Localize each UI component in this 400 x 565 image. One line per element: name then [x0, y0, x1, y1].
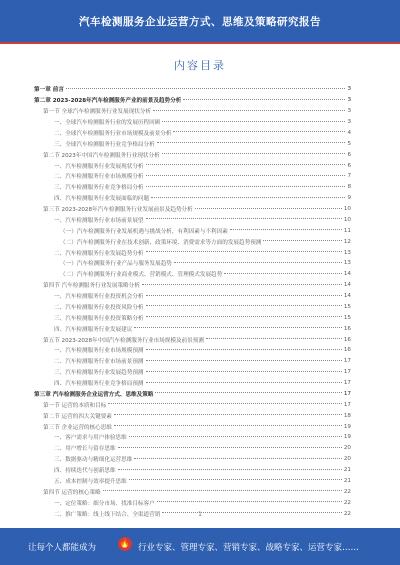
toc-entry[interactable]	[34, 497, 351, 508]
toc-leader-dots	[230, 229, 342, 230]
toc-entry-page: 14	[343, 271, 351, 278]
toc-entry-title: 一、汽车检测服务行业市场规模预测	[54, 348, 144, 355]
report-title: 汽车检测服务企业运营方式、思维及策略研究报告	[79, 16, 321, 28]
toc-entry-title: （一）汽车检测服务行业产品与服务发展趋势	[60, 261, 172, 268]
toc-leader-dots	[151, 197, 345, 198]
toc-leader-dots	[146, 371, 342, 372]
toc-entry-page: 3	[347, 108, 351, 115]
toc-entry[interactable]	[34, 410, 351, 421]
toc-entry-title: 四、汽车检测服务行业发展面临的问题	[54, 196, 150, 203]
toc-entry[interactable]	[34, 476, 351, 487]
toc-entry[interactable]	[34, 421, 351, 432]
toc-entry-page: 10	[343, 216, 351, 223]
toc-leader-dots	[146, 186, 346, 187]
toc-entry-title: 第二节 运营的四大关键要素	[43, 413, 112, 420]
toc-entry[interactable]	[34, 399, 351, 410]
toc-leader-dots	[224, 273, 342, 274]
toc-entry-page: 17	[343, 390, 351, 397]
toc-entry-page: 19	[343, 423, 351, 430]
toc-entry[interactable]	[34, 312, 351, 323]
toc-entry-title: 二、汽车检测服务行业市场前景预测	[54, 359, 144, 366]
toc-entry[interactable]	[34, 182, 351, 193]
toc-entry-title: 一、定位策略：细分市场、找准目标客户	[54, 500, 155, 507]
toc-entry-title: 二、用户增长与留存思维	[54, 446, 116, 453]
toc-entry-title: 第三节 企业运营的核心思维	[43, 424, 112, 431]
toc-leader-dots	[129, 436, 342, 437]
toc-entry-title: 一、汽车检测服务行业投资机会分析	[54, 294, 144, 301]
toc-leader-dots	[103, 490, 342, 491]
toc-entry-page: 17	[343, 358, 351, 365]
toc-entry[interactable]	[34, 225, 351, 236]
toc-entry-page: 14	[343, 293, 351, 300]
toc-entry-title: 三、汽车检测服务行业竞争格局分析	[54, 185, 144, 192]
toc-entry-title: 二、汽车检测服务行业市场规模分析	[54, 174, 144, 181]
toc-entry[interactable]	[34, 171, 351, 182]
toc-entry-title: 第四节 汽车检测服务行业发展策略分析	[43, 283, 140, 290]
toc-entry-page: 8	[347, 184, 351, 191]
toc-entry-page: 21	[343, 467, 351, 474]
toc-leader-dots	[146, 360, 342, 361]
toc-entry[interactable]	[34, 443, 351, 454]
toc-entry-page: 17	[343, 380, 351, 387]
toc-entry[interactable]	[34, 269, 351, 280]
toc-leader-dots	[146, 382, 342, 383]
toc-entry[interactable]	[34, 215, 351, 226]
toc-entry-page: 22	[343, 499, 351, 506]
toc-leader-dots	[173, 131, 345, 132]
toc-entry[interactable]	[34, 236, 351, 247]
toc-leader-dots	[118, 447, 342, 448]
toc-entry[interactable]	[34, 280, 351, 291]
toc-entry-title: 第二章 2023-2028年汽车检测服务产业的前景及趋势分析	[34, 98, 182, 105]
toc-entry-page: 22	[343, 510, 351, 517]
page-number: 1	[198, 511, 202, 518]
toc-entry-page: 15	[343, 303, 351, 310]
toc-entry-page: 4	[347, 129, 351, 136]
toc-entry-title: 三、全球汽车检测服务行业竞争格局分析	[54, 141, 155, 148]
toc-leader-dots	[263, 240, 341, 241]
toc-entry-page: 17	[343, 369, 351, 376]
toc-leader-dots	[129, 479, 342, 480]
toc-leader-dots	[155, 392, 341, 393]
toc-leader-dots	[114, 414, 342, 415]
toc-leader-dots	[195, 208, 342, 209]
toc-entry-title: 第二节 2023年中国汽车检测服务行业现状分析	[43, 152, 160, 159]
toc-entry-page: 11	[343, 227, 351, 234]
toc-entry-title: 三、汽车检测服务行业发展趋势预测	[54, 370, 144, 377]
toc-entry[interactable]	[34, 247, 351, 258]
toc-leader-dots	[206, 338, 342, 339]
toc-entry-title: 四、持续迭代与创新思维	[54, 468, 116, 475]
toc-leader-dots	[146, 251, 342, 252]
toc-leader-dots	[183, 99, 345, 100]
toc-entry-page: 20	[343, 445, 351, 452]
toc-entry[interactable]	[34, 138, 351, 149]
toc-leader-dots	[142, 284, 342, 285]
toc-entry-title: 一、汽车检测服务行业发展现状分析	[54, 163, 144, 170]
toc-entry[interactable]	[34, 454, 351, 465]
toc-entry[interactable]	[34, 84, 351, 95]
toc-entry-title: 二、汽车检测服务行业投资风险分析	[54, 304, 144, 311]
toc-entry-title: 第四节 运营的核心策略	[43, 489, 101, 496]
toc-entry-page: 16	[343, 325, 351, 332]
toc-entry-page: 6	[347, 162, 351, 169]
toc-entry-title: 二、汽车检测服务行业发展趋势分析	[54, 250, 144, 257]
toc-leader-dots	[146, 218, 342, 219]
toc-entry-title: 第三章 汽车检测服务企业运营方式、思维及策略	[34, 391, 154, 398]
toc-entry-title: 三、数据驱动与精细化运营思维	[54, 457, 133, 464]
toc-entry-title: 第三节 2023-2028年汽车检测服务行业发展前景及趋势分析	[43, 207, 193, 214]
toc-entry-page: 17	[343, 401, 351, 408]
toc-leader-dots	[108, 403, 342, 404]
toc-entry-title: 第五节 2023-2028年中国汽车检测服务行业市场规模及前景预测	[43, 337, 204, 344]
toc-entry[interactable]	[34, 334, 351, 345]
header-divider	[0, 42, 400, 44]
footer-banner	[0, 528, 400, 565]
toc-entry[interactable]	[34, 389, 351, 400]
toc-entry[interactable]	[34, 193, 351, 204]
toc-entry-page: 21	[343, 477, 351, 484]
toc-entry-title: （二）汽车检测服务行业在技术创新、政策环境、消费需求等方面的发展趋势预测	[60, 239, 262, 246]
toc-leader-dots	[114, 425, 342, 426]
toc-entry-title: 三、汽车检测服务行业投资策略分析	[54, 315, 144, 322]
toc-leader-dots	[162, 153, 346, 154]
toc-leader-dots	[146, 164, 346, 165]
toc-leader-dots	[134, 458, 342, 459]
toc-entry[interactable]	[34, 160, 351, 171]
toc-entry-page: 3	[347, 86, 351, 93]
toc-entry[interactable]	[34, 117, 351, 128]
toc-entry-title: 二、推广策略：线上线下结合、全渠道营销	[54, 511, 161, 518]
footer-slogan-left: 让每个人都能成为	[28, 543, 97, 553]
toc-entry[interactable]	[34, 465, 351, 476]
toc-leader-dots	[118, 469, 342, 470]
toc-entry-title: 四、汽车检测服务行业发展建议	[54, 326, 133, 333]
toc-entry-page: 13	[343, 249, 351, 256]
toc-entry-page: 7	[347, 173, 351, 180]
toc-entry-title: 一、汽车检测服务行业市场前景展望	[54, 217, 144, 224]
toc-entry[interactable]	[34, 345, 351, 356]
toc-entry[interactable]	[34, 95, 351, 106]
table-of-contents	[34, 84, 351, 519]
toc-entry-title: 一、客户需求与用户体验思维	[54, 435, 127, 442]
toc-leader-dots	[157, 501, 342, 502]
toc-entry-title: 二、全球汽车检测服务行业市场规模及前景分析	[54, 130, 172, 137]
toc-entry[interactable]	[34, 302, 351, 313]
toc-entry[interactable]	[34, 378, 351, 389]
toc-leader-dots	[174, 262, 342, 263]
toc-entry-title: 第一节 全球汽车检测服务行业发展现状分析	[43, 109, 152, 116]
toc-entry-page: 16	[343, 347, 351, 354]
toc-leader-dots	[162, 121, 345, 122]
toc-entry-page: 10	[343, 206, 351, 213]
toc-leader-dots	[146, 305, 342, 306]
toc-entry-page: 5	[347, 140, 351, 147]
toc-entry-title: （二）汽车检测服务行业商业模式、营销模式、管理模式发展趋势	[60, 272, 223, 279]
toc-entry-page: 6	[347, 151, 351, 158]
toc-leader-dots	[134, 327, 342, 328]
toc-leader-dots	[146, 295, 342, 296]
toc-entry-page: 15	[343, 314, 351, 321]
toc-entry-title: 第一节 运营的本质和目标	[43, 402, 107, 409]
toc-leader-dots	[153, 110, 345, 111]
toc-entry[interactable]	[34, 367, 351, 378]
toc-entry[interactable]	[34, 356, 351, 367]
toc-entry[interactable]	[34, 149, 351, 160]
toc-entry-page: 3	[347, 119, 351, 126]
toc-entry-title: 一、全球汽车检测服务行业的发展历程回顾	[54, 120, 161, 127]
toc-entry[interactable]	[34, 204, 351, 215]
toc-leader-dots	[146, 316, 342, 317]
flame-icon: 🔥	[119, 539, 131, 549]
toc-entry-title: 四、汽车检测服务行业竞争格局预测	[54, 381, 144, 388]
toc-entry[interactable]	[34, 486, 351, 497]
toc-leader-dots	[66, 88, 346, 89]
toc-entry[interactable]	[34, 291, 351, 302]
toc-entry[interactable]	[34, 323, 351, 334]
toc-entry[interactable]	[34, 258, 351, 269]
toc-entry-page: 13	[343, 260, 351, 267]
toc-leader-dots	[146, 175, 346, 176]
toc-entry[interactable]	[34, 106, 351, 117]
toc-entry-page: 22	[343, 488, 351, 495]
toc-entry-title: 第一章 前言	[34, 87, 64, 94]
toc-entry-page: 3	[347, 97, 351, 104]
toc-entry-page: 19	[343, 434, 351, 441]
toc-entry[interactable]	[34, 128, 351, 139]
toc-entry-page: 9	[347, 195, 351, 202]
toc-entry-title: 五、成本控制与效率提升思维	[54, 478, 127, 485]
toc-entry-page: 20	[343, 456, 351, 463]
toc-entry-page: 18	[343, 412, 351, 419]
toc-heading: 内容目录	[174, 59, 226, 72]
footer-slogan-right: 行业专家、管理专家、营销专家、战略专家、运营专家……	[138, 543, 360, 553]
toc-leader-dots	[157, 142, 346, 143]
toc-entry-page: 12	[343, 238, 351, 245]
toc-leader-dots	[146, 349, 342, 350]
toc-entry[interactable]	[34, 432, 351, 443]
toc-entry-page: 16	[343, 336, 351, 343]
toc-entry-title: （一）汽车检测服务行业发展机遇与挑战分析，有利因素与不利因素	[60, 228, 228, 235]
toc-entry-page: 14	[343, 282, 351, 289]
report-header	[0, 0, 400, 42]
